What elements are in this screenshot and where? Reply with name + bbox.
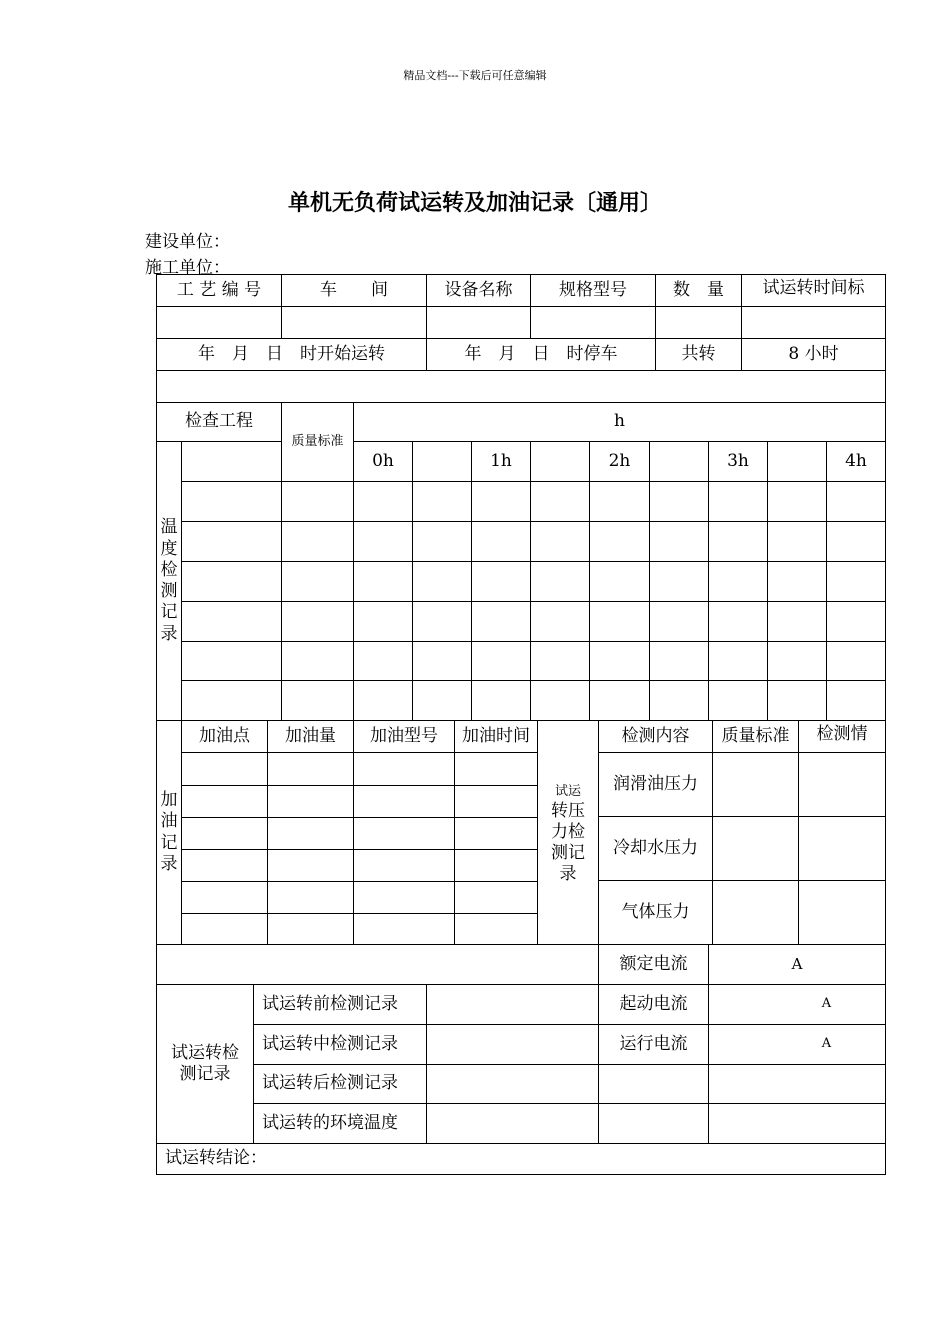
page-title: 单机无负荷试运转及加油记录〔通用〕 [287, 190, 662, 216]
oil-amount-header: 加油量 [285, 725, 336, 746]
rated-current-label: 额定电流 [619, 953, 688, 974]
pressure-content-header: 检测内容 [621, 725, 690, 746]
temperature-record-label: 温 度 检 测 记 录 [160, 517, 178, 644]
hour-4: 4h [845, 450, 867, 471]
total-label: 共转 [681, 343, 716, 364]
run-record-label: 试运转检 测记录 [171, 1042, 239, 1084]
oil-time-header: 加油时间 [462, 725, 530, 746]
pressure-record-label: 试运 转压 力检 测记 录 [551, 784, 585, 885]
running-current-label: 运行电流 [619, 1033, 688, 1054]
quantity-header: 数 量 [673, 279, 724, 300]
conclusion-label: 试运转结论： [165, 1148, 267, 1169]
builder-label: 建设单位： [145, 232, 230, 252]
constructor-label: 施工单位： [145, 258, 230, 278]
total-hours: 8 小时 [788, 343, 839, 364]
pre-run-record-label: 试运转前检测记录 [262, 993, 398, 1014]
workshop-header: 车 间 [320, 279, 388, 300]
cooling-water-pressure-label: 冷却水压力 [613, 837, 698, 858]
spec-model-header: 规格型号 [559, 279, 627, 300]
inspect-item-header: 检查工程 [185, 411, 253, 432]
running-current-unit: A [821, 1036, 832, 1052]
pressure-quality-std-header: 质量标准 [721, 725, 790, 746]
equipment-name-header: 设备名称 [444, 279, 513, 300]
oil-model-header: 加油型号 [370, 725, 438, 746]
gas-pressure-label: 气体压力 [621, 901, 690, 922]
lube-oil-pressure-label: 润滑油压力 [613, 773, 698, 794]
inspect-quality-std-header: 质量标准 [291, 433, 344, 449]
start-time-label: 年 月 日 时开始运转 [198, 343, 385, 364]
run-time-std-header: 试运转时间标 [762, 278, 865, 298]
rated-current-unit: A [791, 955, 803, 974]
post-run-record-label: 试运转后检测记录 [262, 1073, 398, 1094]
ambient-temperature-label: 试运转的环境温度 [262, 1112, 398, 1133]
hours-unit-header: h [614, 411, 625, 432]
hour-0: 0h [372, 450, 394, 471]
hour-1: 1h [490, 450, 512, 471]
hour-3: 3h [727, 450, 749, 471]
stop-time-label: 年 月 日 时停车 [464, 343, 618, 364]
starting-current-label: 起动电流 [619, 993, 688, 1014]
oil-record-label: 加 油 记 录 [160, 790, 178, 874]
header-note: 精品文档---下载后可任意编辑 [403, 69, 547, 82]
oil-point-header: 加油点 [199, 725, 250, 746]
starting-current-unit: A [821, 996, 832, 1012]
pressure-result-header: 检测情 [816, 724, 868, 744]
hour-2: 2h [608, 450, 631, 471]
process-no-header: 工 艺 编 号 [176, 279, 262, 300]
mid-run-record-label: 试运转中检测记录 [262, 1033, 398, 1054]
